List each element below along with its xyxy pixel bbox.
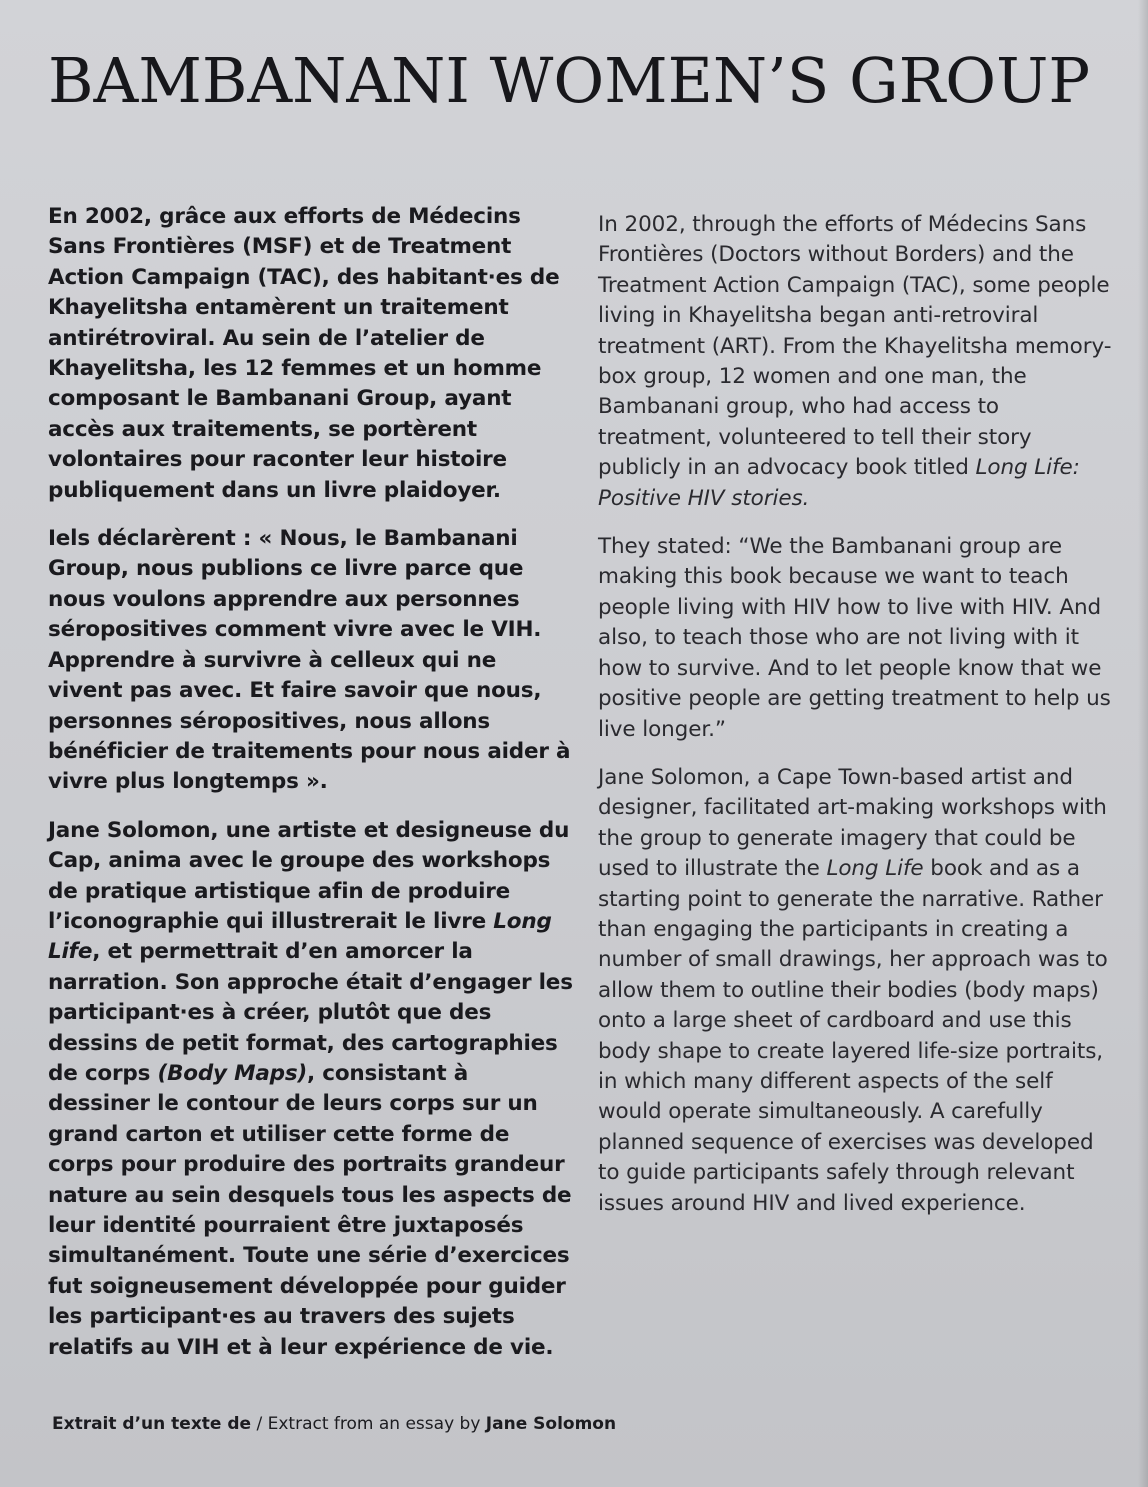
french-paragraph-1: En 2002, grâce aux efforts de Médecins Sans Frontières (MSF) et de Treatment Action Campaign (TAC), des habitant·es de Khayelitsha entamèrent un traitement antirétroviral. Au sein de l’atelier de Khayelitsha, les 12 femmes et un homme composant le Bambanani Group, ayant accès aux traitements, se portèrent volontaires pour raconter leur histoire publiquement dans un livre plaidoyer. bbox=[48, 204, 560, 503]
page-title: BAMBANANI WOMEN’S GROUP bbox=[48, 44, 1091, 117]
credit-english-label: Extract from an essay by bbox=[267, 1414, 486, 1434]
english-paragraph-1: In 2002, through the efforts of Médecins Sans Frontières (Doctors without Borders) and the Treatment Action Campaign (TAC), some people living in Khayelitsha began anti-retroviral treatment (ART). From the Khayelitsha memory-box group, 12 women and one man, the Bambanani group, who had access to treatment, volunteered to tell their story publicly in an advocacy book titled Long Life: Positive HIV stories. bbox=[598, 212, 1112, 511]
english-column bbox=[598, 210, 1118, 1237]
book-title: Long Life bbox=[48, 908, 552, 965]
book-title: Long Life bbox=[826, 856, 924, 882]
french-paragraph-3: Jane Solomon, une artiste et designeuse du Cap, anima avec le groupe des workshops de pratique artistique afin de produire l’iconographie qui illustrerait le livre Long Life, et permettrait d’en amorcer la narration. Son approche était d’engager les participant·es à créer, plutôt que des dessins de petit format, des cartographies de corps (Body Maps), consistant à dessiner le contour de leurs corps sur un grand carton et utiliser cette forme de corps pour produire des portraits grandeur nature au sein desquels tous les aspects de leur identité pourraient être juxtaposés simultanément. Toute une série d’exercices fut soigneusement développée pour guider les participant·es au travers des sujets relatifs au VIH et à leur expérience de vie. bbox=[48, 817, 573, 1360]
credit-author: Jane Solomon bbox=[485, 1414, 617, 1434]
credit-line bbox=[52, 1410, 952, 1438]
credit-separator: / bbox=[251, 1414, 268, 1434]
english-paragraph-2: They stated: “We the Bambanani group are making this book because we want to teach people living with HIV how to live with HIV. And also, to teach those who are not living with it how to survive. And to let people know that we positive people are getting treatment to help us live longer.” bbox=[598, 534, 1111, 742]
english-paragraph-3: Jane Solomon, a Cape Town-based artist and designer, facilitated art-making workshops with the group to generate imagery that could be used to illustrate the Long Life book and as a starting point to generate the narrative. Rather than engaging the participants in creating a number of small drawings, her approach was to allow them to outline their bodies (body maps) onto a large sheet of cardboard and use this body shape to create layered life-size portraits, in which many different aspects of the self would operate simultaneously. A carefully planned sequence of exercises was developed to guide participants safely through relevant issues around HIV and lived experience. bbox=[598, 764, 1108, 1216]
term-body-maps: (Body Maps) bbox=[157, 1060, 308, 1086]
french-paragraph-2: Iels déclarèrent : « Nous, le Bambanani Group, nous publions ce livre parce que nous voulons apprendre aux personnes séropositives comment vivre avec le VIH. Apprendre à survivre à celleux qui ne vivent pas avec. Et faire savoir que nous, personnes séropositives, nous allons bénéficier de traitements pour nous aider à vivre plus longtemps ». bbox=[48, 526, 571, 795]
credit-french-label: Extrait d’un texte de bbox=[52, 1414, 252, 1434]
french-column bbox=[48, 202, 576, 1381]
book-title: Long Life: Positive HIV stories. bbox=[598, 455, 1080, 511]
